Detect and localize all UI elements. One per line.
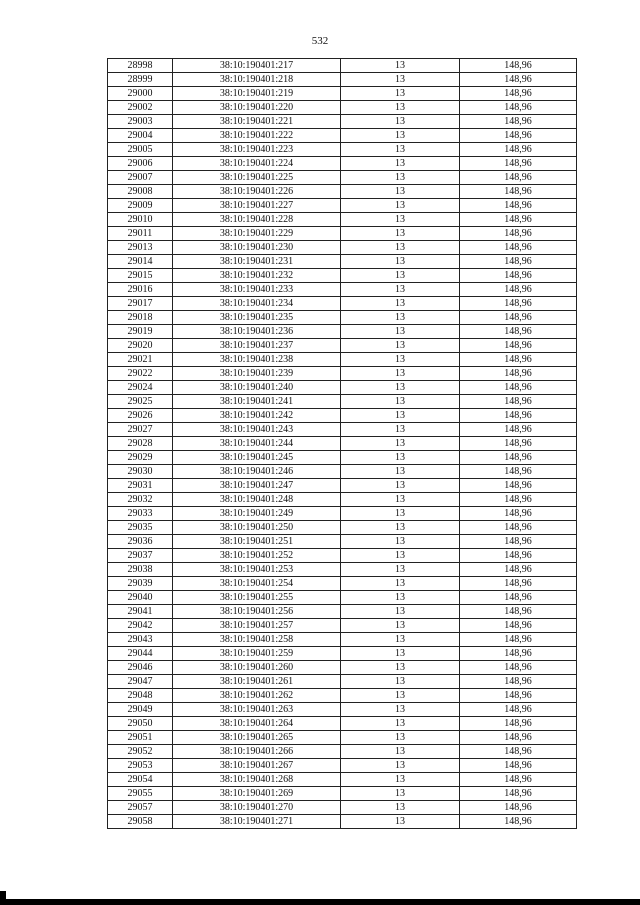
quantity-cell: 13 (341, 395, 460, 409)
cadastral-number-cell: 38:10:190401:234 (173, 297, 341, 311)
row-number-cell: 29013 (108, 241, 173, 255)
table-row (108, 815, 577, 829)
cadastral-number-cell: 38:10:190401:262 (173, 689, 341, 703)
quantity-cell: 13 (341, 577, 460, 591)
table-row (108, 521, 577, 535)
cadastral-number-cell: 38:10:190401:266 (173, 745, 341, 759)
cadastral-number-cell: 38:10:190401:239 (173, 367, 341, 381)
row-number-cell: 29036 (108, 535, 173, 549)
quantity-cell: 13 (341, 283, 460, 297)
cadastral-number-cell: 38:10:190401:271 (173, 815, 341, 829)
area-cell: 148,96 (460, 605, 577, 619)
table-row (108, 731, 577, 745)
table-row (108, 661, 577, 675)
cadastral-number-cell: 38:10:190401:226 (173, 185, 341, 199)
row-number-cell: 29014 (108, 255, 173, 269)
row-number-cell: 29000 (108, 87, 173, 101)
quantity-cell: 13 (341, 633, 460, 647)
row-number-cell: 29055 (108, 787, 173, 801)
row-number-cell: 29035 (108, 521, 173, 535)
quantity-cell: 13 (341, 73, 460, 87)
table-row (108, 157, 577, 171)
table-row (108, 479, 577, 493)
quantity-cell: 13 (341, 675, 460, 689)
row-number-cell: 29026 (108, 409, 173, 423)
table-row (108, 269, 577, 283)
area-cell: 148,96 (460, 241, 577, 255)
table-row (108, 59, 577, 73)
quantity-cell: 13 (341, 423, 460, 437)
cadastral-number-cell: 38:10:190401:242 (173, 409, 341, 423)
row-number-cell: 29017 (108, 297, 173, 311)
area-cell: 148,96 (460, 451, 577, 465)
area-cell: 148,96 (460, 493, 577, 507)
quantity-cell: 13 (341, 465, 460, 479)
table-row (108, 801, 577, 815)
row-number-cell: 29004 (108, 129, 173, 143)
cadastral-number-cell: 38:10:190401:260 (173, 661, 341, 675)
row-number-cell: 29015 (108, 269, 173, 283)
quantity-cell: 13 (341, 213, 460, 227)
row-number-cell: 29008 (108, 185, 173, 199)
quantity-cell: 13 (341, 101, 460, 115)
quantity-cell: 13 (341, 479, 460, 493)
table-row (108, 451, 577, 465)
quantity-cell: 13 (341, 59, 460, 73)
area-cell: 148,96 (460, 339, 577, 353)
scan-bottom-edge (0, 899, 640, 905)
table-row (108, 297, 577, 311)
area-cell: 148,96 (460, 353, 577, 367)
table-row (108, 423, 577, 437)
quantity-cell: 13 (341, 787, 460, 801)
table-row (108, 101, 577, 115)
area-cell: 148,96 (460, 563, 577, 577)
cadastral-number-cell: 38:10:190401:267 (173, 759, 341, 773)
table-row (108, 87, 577, 101)
cadastral-number-cell: 38:10:190401:259 (173, 647, 341, 661)
table-row (108, 283, 577, 297)
quantity-cell: 13 (341, 815, 460, 829)
row-number-cell: 29003 (108, 115, 173, 129)
area-cell: 148,96 (460, 717, 577, 731)
table-row (108, 633, 577, 647)
row-number-cell: 29057 (108, 801, 173, 815)
area-cell: 148,96 (460, 521, 577, 535)
quantity-cell: 13 (341, 325, 460, 339)
table-row (108, 339, 577, 353)
area-cell: 148,96 (460, 143, 577, 157)
area-cell: 148,96 (460, 675, 577, 689)
quantity-cell: 13 (341, 227, 460, 241)
area-cell: 148,96 (460, 367, 577, 381)
row-number-cell: 29019 (108, 325, 173, 339)
area-cell: 148,96 (460, 311, 577, 325)
table-row (108, 675, 577, 689)
quantity-cell: 13 (341, 115, 460, 129)
area-cell: 148,96 (460, 479, 577, 493)
area-cell: 148,96 (460, 801, 577, 815)
area-cell: 148,96 (460, 255, 577, 269)
row-number-cell: 29050 (108, 717, 173, 731)
row-number-cell: 29049 (108, 703, 173, 717)
cadastral-number-cell: 38:10:190401:231 (173, 255, 341, 269)
row-number-cell: 29046 (108, 661, 173, 675)
quantity-cell: 13 (341, 171, 460, 185)
quantity-cell: 13 (341, 129, 460, 143)
cadastral-number-cell: 38:10:190401:224 (173, 157, 341, 171)
quantity-cell: 13 (341, 437, 460, 451)
quantity-cell: 13 (341, 241, 460, 255)
cadastral-number-cell: 38:10:190401:258 (173, 633, 341, 647)
cadastral-number-cell: 38:10:190401:270 (173, 801, 341, 815)
quantity-cell: 13 (341, 591, 460, 605)
row-number-cell: 29054 (108, 773, 173, 787)
quantity-cell: 13 (341, 143, 460, 157)
cadastral-number-cell: 38:10:190401:223 (173, 143, 341, 157)
table-row (108, 535, 577, 549)
table-row (108, 759, 577, 773)
table-row (108, 493, 577, 507)
table-row (108, 647, 577, 661)
quantity-cell: 13 (341, 367, 460, 381)
table-row (108, 73, 577, 87)
cadastral-number-cell: 38:10:190401:251 (173, 535, 341, 549)
area-cell: 148,96 (460, 703, 577, 717)
area-cell: 148,96 (460, 283, 577, 297)
table-row (108, 689, 577, 703)
table-row (108, 507, 577, 521)
quantity-cell: 13 (341, 353, 460, 367)
cadastral-number-cell: 38:10:190401:225 (173, 171, 341, 185)
row-number-cell: 29011 (108, 227, 173, 241)
quantity-cell: 13 (341, 605, 460, 619)
table-row (108, 143, 577, 157)
area-cell: 148,96 (460, 157, 577, 171)
area-cell: 148,96 (460, 465, 577, 479)
area-cell: 148,96 (460, 745, 577, 759)
quantity-cell: 13 (341, 759, 460, 773)
cadastral-number-cell: 38:10:190401:268 (173, 773, 341, 787)
cadastral-number-cell: 38:10:190401:263 (173, 703, 341, 717)
area-cell: 148,96 (460, 185, 577, 199)
area-cell: 148,96 (460, 87, 577, 101)
row-number-cell: 29033 (108, 507, 173, 521)
row-number-cell: 29044 (108, 647, 173, 661)
row-number-cell: 29047 (108, 675, 173, 689)
scan-corner-mark (0, 891, 6, 905)
quantity-cell: 13 (341, 507, 460, 521)
area-cell: 148,96 (460, 731, 577, 745)
quantity-cell: 13 (341, 647, 460, 661)
quantity-cell: 13 (341, 199, 460, 213)
area-cell: 148,96 (460, 325, 577, 339)
area-cell: 148,96 (460, 395, 577, 409)
quantity-cell: 13 (341, 535, 460, 549)
table-row (108, 787, 577, 801)
table-row (108, 703, 577, 717)
page-number: 532 (311, 35, 329, 47)
area-cell: 148,96 (460, 437, 577, 451)
quantity-cell: 13 (341, 451, 460, 465)
row-number-cell: 28998 (108, 59, 173, 73)
area-cell: 148,96 (460, 787, 577, 801)
area-cell: 148,96 (460, 59, 577, 73)
area-cell: 148,96 (460, 409, 577, 423)
row-number-cell: 29016 (108, 283, 173, 297)
table-row (108, 367, 577, 381)
table-row (108, 577, 577, 591)
row-number-cell: 29042 (108, 619, 173, 633)
cadastral-number-cell: 38:10:190401:246 (173, 465, 341, 479)
table-row (108, 115, 577, 129)
row-number-cell: 29020 (108, 339, 173, 353)
table-row (108, 311, 577, 325)
area-cell: 148,96 (460, 773, 577, 787)
table-row (108, 199, 577, 213)
area-cell: 148,96 (460, 297, 577, 311)
row-number-cell: 29040 (108, 591, 173, 605)
cadastral-number-cell: 38:10:190401:250 (173, 521, 341, 535)
quantity-cell: 13 (341, 381, 460, 395)
table-row (108, 563, 577, 577)
area-cell: 148,96 (460, 507, 577, 521)
row-number-cell: 29018 (108, 311, 173, 325)
table-row (108, 619, 577, 633)
row-number-cell: 29038 (108, 563, 173, 577)
area-cell: 148,96 (460, 199, 577, 213)
quantity-cell: 13 (341, 87, 460, 101)
area-cell: 148,96 (460, 213, 577, 227)
table-row (108, 409, 577, 423)
quantity-cell: 13 (341, 703, 460, 717)
area-cell: 148,96 (460, 115, 577, 129)
cadastral-number-cell: 38:10:190401:255 (173, 591, 341, 605)
row-number-cell: 29002 (108, 101, 173, 115)
quantity-cell: 13 (341, 185, 460, 199)
row-number-cell: 29025 (108, 395, 173, 409)
cadastral-number-cell: 38:10:190401:236 (173, 325, 341, 339)
quantity-cell: 13 (341, 255, 460, 269)
row-number-cell: 29058 (108, 815, 173, 829)
cadastral-number-cell: 38:10:190401:247 (173, 479, 341, 493)
area-cell: 148,96 (460, 815, 577, 829)
table-row (108, 437, 577, 451)
cadastral-number-cell: 38:10:190401:227 (173, 199, 341, 213)
cadastral-number-cell: 38:10:190401:228 (173, 213, 341, 227)
cadastral-number-cell: 38:10:190401:257 (173, 619, 341, 633)
area-cell: 148,96 (460, 647, 577, 661)
area-cell: 148,96 (460, 549, 577, 563)
row-number-cell: 29031 (108, 479, 173, 493)
row-number-cell: 29053 (108, 759, 173, 773)
cadastral-number-cell: 38:10:190401:221 (173, 115, 341, 129)
table-row (108, 129, 577, 143)
quantity-cell: 13 (341, 339, 460, 353)
cadastral-number-cell: 38:10:190401:232 (173, 269, 341, 283)
table-row (108, 717, 577, 731)
area-cell: 148,96 (460, 577, 577, 591)
table-row (108, 465, 577, 479)
table-row (108, 591, 577, 605)
table-row (108, 213, 577, 227)
cadastral-number-cell: 38:10:190401:233 (173, 283, 341, 297)
cadastral-number-cell: 38:10:190401:218 (173, 73, 341, 87)
area-cell: 148,96 (460, 689, 577, 703)
area-cell: 148,96 (460, 535, 577, 549)
table-row (108, 381, 577, 395)
cadastral-number-cell: 38:10:190401:220 (173, 101, 341, 115)
area-cell: 148,96 (460, 227, 577, 241)
quantity-cell: 13 (341, 661, 460, 675)
quantity-cell: 13 (341, 773, 460, 787)
quantity-cell: 13 (341, 311, 460, 325)
row-number-cell: 29037 (108, 549, 173, 563)
row-number-cell: 29007 (108, 171, 173, 185)
quantity-cell: 13 (341, 619, 460, 633)
table-row (108, 325, 577, 339)
cadastral-number-cell: 38:10:190401:229 (173, 227, 341, 241)
row-number-cell: 29024 (108, 381, 173, 395)
cadastral-number-cell: 38:10:190401:249 (173, 507, 341, 521)
cadastral-number-cell: 38:10:190401:230 (173, 241, 341, 255)
row-number-cell: 29041 (108, 605, 173, 619)
cadastral-number-cell: 38:10:190401:261 (173, 675, 341, 689)
row-number-cell: 29027 (108, 423, 173, 437)
quantity-cell: 13 (341, 157, 460, 171)
area-cell: 148,96 (460, 661, 577, 675)
area-cell: 148,96 (460, 129, 577, 143)
table-row (108, 745, 577, 759)
row-number-cell: 29039 (108, 577, 173, 591)
cadastral-number-cell: 38:10:190401:222 (173, 129, 341, 143)
cadastral-number-cell: 38:10:190401:238 (173, 353, 341, 367)
cadastral-number-cell: 38:10:190401:217 (173, 59, 341, 73)
area-cell: 148,96 (460, 73, 577, 87)
quantity-cell: 13 (341, 521, 460, 535)
cadastral-number-cell: 38:10:190401:248 (173, 493, 341, 507)
quantity-cell: 13 (341, 717, 460, 731)
cadastral-number-cell: 38:10:190401:244 (173, 437, 341, 451)
table-row (108, 773, 577, 787)
area-cell: 148,96 (460, 423, 577, 437)
area-cell: 148,96 (460, 269, 577, 283)
row-number-cell: 29030 (108, 465, 173, 479)
cadastral-number-cell: 38:10:190401:254 (173, 577, 341, 591)
row-number-cell: 29021 (108, 353, 173, 367)
cadastral-number-cell: 38:10:190401:241 (173, 395, 341, 409)
cadastral-table (107, 58, 577, 829)
table-body (108, 59, 577, 829)
area-cell: 148,96 (460, 381, 577, 395)
row-number-cell: 29043 (108, 633, 173, 647)
table-row (108, 227, 577, 241)
cadastral-number-cell: 38:10:190401:256 (173, 605, 341, 619)
cadastral-number-cell: 38:10:190401:219 (173, 87, 341, 101)
cadastral-number-cell: 38:10:190401:253 (173, 563, 341, 577)
quantity-cell: 13 (341, 297, 460, 311)
quantity-cell: 13 (341, 269, 460, 283)
cadastral-number-cell: 38:10:190401:240 (173, 381, 341, 395)
cadastral-number-cell: 38:10:190401:235 (173, 311, 341, 325)
quantity-cell: 13 (341, 801, 460, 815)
row-number-cell: 29048 (108, 689, 173, 703)
quantity-cell: 13 (341, 745, 460, 759)
table-row (108, 353, 577, 367)
quantity-cell: 13 (341, 493, 460, 507)
quantity-cell: 13 (341, 563, 460, 577)
table-row (108, 171, 577, 185)
table-row (108, 241, 577, 255)
row-number-cell: 29006 (108, 157, 173, 171)
row-number-cell: 29028 (108, 437, 173, 451)
area-cell: 148,96 (460, 591, 577, 605)
cadastral-number-cell: 38:10:190401:243 (173, 423, 341, 437)
cadastral-number-cell: 38:10:190401:265 (173, 731, 341, 745)
cadastral-number-cell: 38:10:190401:264 (173, 717, 341, 731)
row-number-cell: 29022 (108, 367, 173, 381)
table-row (108, 549, 577, 563)
row-number-cell: 29009 (108, 199, 173, 213)
area-cell: 148,96 (460, 171, 577, 185)
row-number-cell: 29010 (108, 213, 173, 227)
quantity-cell: 13 (341, 731, 460, 745)
area-cell: 148,96 (460, 759, 577, 773)
row-number-cell: 29005 (108, 143, 173, 157)
cadastral-number-cell: 38:10:190401:245 (173, 451, 341, 465)
row-number-cell: 28999 (108, 73, 173, 87)
row-number-cell: 29032 (108, 493, 173, 507)
row-number-cell: 29051 (108, 731, 173, 745)
table-row (108, 395, 577, 409)
cadastral-number-cell: 38:10:190401:252 (173, 549, 341, 563)
area-cell: 148,96 (460, 633, 577, 647)
quantity-cell: 13 (341, 689, 460, 703)
cadastral-number-cell: 38:10:190401:237 (173, 339, 341, 353)
area-cell: 148,96 (460, 619, 577, 633)
row-number-cell: 29052 (108, 745, 173, 759)
area-cell: 148,96 (460, 101, 577, 115)
quantity-cell: 13 (341, 409, 460, 423)
quantity-cell: 13 (341, 549, 460, 563)
table-row (108, 255, 577, 269)
row-number-cell: 29029 (108, 451, 173, 465)
table-row (108, 185, 577, 199)
cadastral-number-cell: 38:10:190401:269 (173, 787, 341, 801)
table-row (108, 605, 577, 619)
